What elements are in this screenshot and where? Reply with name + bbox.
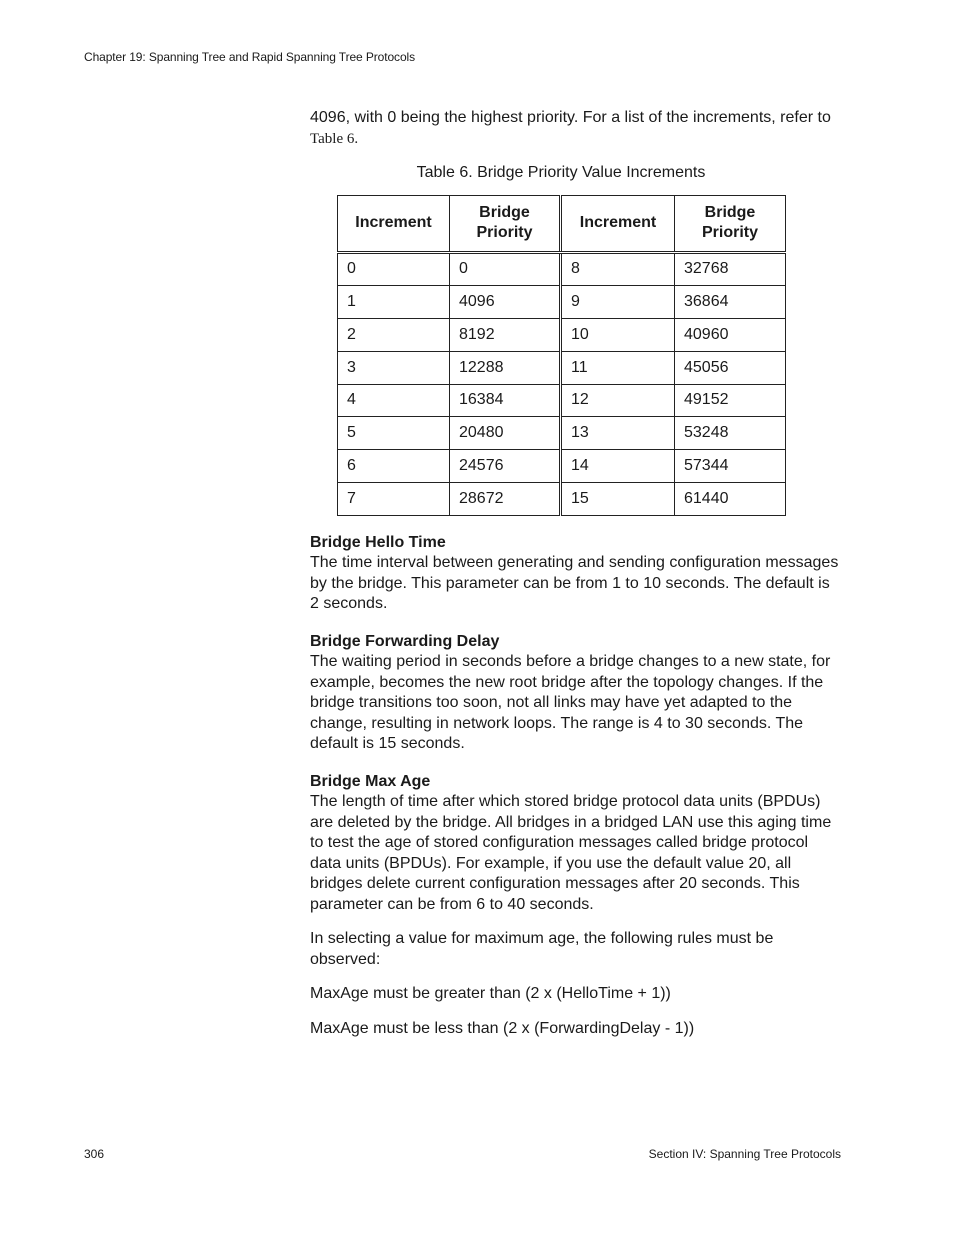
table-cell: 20480 (450, 417, 561, 450)
table-cell: 14 (561, 450, 675, 483)
definition-max-age: The length of time after which stored bridge protocol data units (BPDUs) are deleted by the bridge. All bridges in a bridged LAN use this aging time to test the age of stored configuration messages called bridge protocol data units (BPDUs). For example, if you use the default value 20, all bridges delete current configuration messages after 20 seconds. This parameter can be from 6 to 40 seconds. (310, 793, 832, 913)
header-increment-1: Increment (338, 195, 450, 252)
intro-text: 4096, with 0 being the highest priority. For a list of the increments, refer to (310, 109, 831, 126)
table-cell: 57344 (675, 450, 786, 483)
table-cell: 40960 (675, 319, 786, 352)
table-reference-link[interactable]: Table 6. (310, 130, 359, 147)
table-cell: 13 (561, 417, 675, 450)
table-cell: 1 (338, 286, 450, 319)
table-cell: 61440 (675, 483, 786, 516)
table-row (338, 483, 786, 516)
table-cell: 11 (561, 351, 675, 384)
table-cell: 5 (338, 417, 450, 450)
table-cell: 12 (561, 384, 675, 417)
term-forwarding-delay: Bridge Forwarding Delay (310, 632, 500, 650)
table-cell: 24576 (450, 450, 561, 483)
table-cell: 8192 (450, 319, 561, 352)
definition-hello-time: The time interval between generating and sending configuration messages by the bridge. This parameter can be from 1 to 10 seconds. The default is 2 seconds. (310, 554, 839, 613)
header-bridge-priority-2: Bridge Priority (675, 195, 786, 252)
table-row (338, 319, 786, 352)
table-row (338, 252, 786, 286)
table-cell: 28672 (450, 483, 561, 516)
term-max-age: Bridge Max Age (310, 772, 431, 790)
table-cell: 8 (561, 252, 675, 286)
table-row (338, 384, 786, 417)
rules-intro: In selecting a value for maximum age, the following rules must be observed: (310, 930, 774, 968)
table-cell: 9 (561, 286, 675, 319)
table-row (338, 351, 786, 384)
table-caption: Table 6. Bridge Priority Value Increments (416, 164, 706, 181)
definition-forwarding-delay: The waiting period in seconds before a bridge changes to a new state, for example, becomes the new root bridge after the topology changes. If the bridge transitions too soon, not all links may have yet adapted to the change, resulting in network loops. The range is 4 to 30 seconds. The default is 15 seconds. (310, 653, 831, 753)
header-increment-2: Increment (561, 195, 675, 252)
table-cell: 12288 (450, 351, 561, 384)
table-cell: 36864 (675, 286, 786, 319)
table-cell: 3 (338, 351, 450, 384)
table-cell: 32768 (675, 252, 786, 286)
table-cell: 7 (338, 483, 450, 516)
running-footer-section: Section IV: Spanning Tree Protocols (648, 1147, 841, 1161)
table-cell: 15 (561, 483, 675, 516)
table-row (338, 286, 786, 319)
table-cell: 2 (338, 319, 450, 352)
table-cell: 53248 (675, 417, 786, 450)
page-number: 306 (84, 1147, 105, 1161)
table-cell: 0 (338, 252, 450, 286)
running-header: Chapter 19: Spanning Tree and Rapid Spanning Tree Protocols (84, 50, 415, 64)
table-row (338, 450, 786, 483)
table-cell: 4096 (450, 286, 561, 319)
table-row (338, 417, 786, 450)
page-content (310, 108, 842, 1039)
rule-maxage-less: MaxAge must be less than (2 x (ForwardingDelay - 1)) (310, 1019, 695, 1037)
table-cell: 6 (338, 450, 450, 483)
rule-maxage-greater: MaxAge must be greater than (2 x (HelloTime + 1)) (310, 985, 671, 1003)
table-cell: 45056 (675, 351, 786, 384)
table-cell: 49152 (675, 384, 786, 417)
header-bridge-priority-1: Bridge Priority (450, 195, 561, 252)
table-header-row (338, 195, 786, 252)
table-cell: 16384 (450, 384, 561, 417)
bridge-priority-table (337, 195, 786, 516)
table-cell: 0 (450, 252, 561, 286)
table-cell: 4 (338, 384, 450, 417)
term-hello-time: Bridge Hello Time (310, 533, 446, 551)
intro-paragraph (310, 108, 842, 149)
table-cell: 10 (561, 319, 675, 352)
